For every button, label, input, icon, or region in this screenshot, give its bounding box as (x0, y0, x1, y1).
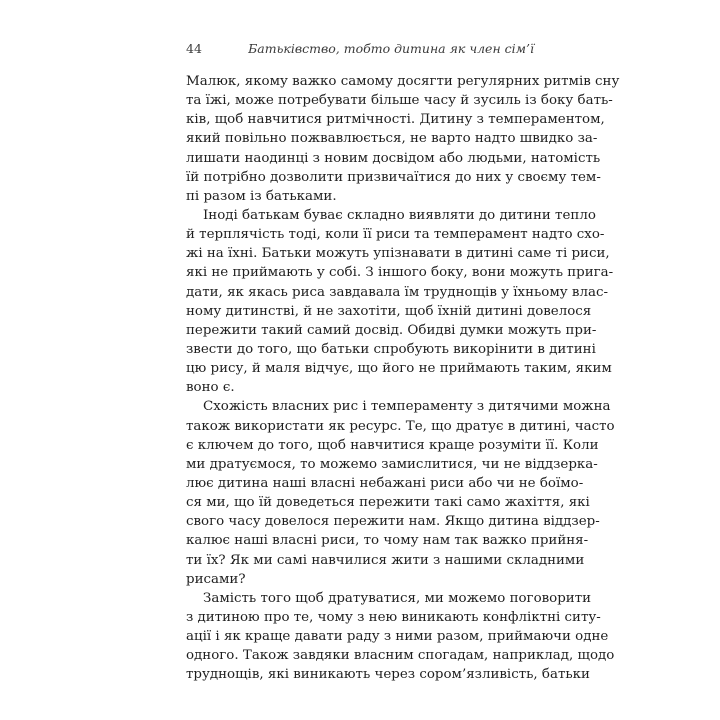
text-line: звести до того, що батьки спробують викорінити в дитині (186, 341, 596, 357)
text-line: який повільно пожвавлюється, не варто надто швидко за- (186, 131, 598, 147)
paragraph (186, 589, 615, 685)
text-line: калює наші власні риси, то чому нам так важко прийня- (186, 533, 589, 549)
running-head: Батьківство, тобто дитина як член сім’ї (248, 41, 534, 56)
text-line: Іноді батькам буває складно виявляти до дитини тепло (203, 207, 596, 223)
text-line: Схожість власних рис і темпераменту з дитячими можна (203, 399, 611, 415)
text-line: труднощів, які виникають через сором’язливість, батьки (186, 667, 590, 683)
text-line: жі на їхні. Батьки можуть упізнавати в дитині саме ті риси, (186, 246, 610, 262)
text-line: воно є. (186, 380, 235, 396)
text-line: ся ми, що їй доведеться пережити такі само жахіття, які (186, 495, 590, 511)
text-line: свого часу довелося пережити нам. Якщо дитина віддзер- (186, 514, 600, 530)
text-line: також використати як ресурс. Те, що дратує в дитині, часто (186, 418, 615, 434)
paragraph (186, 206, 614, 397)
text-line: й терплячість тоді, коли її риси та темперамент надто схо- (186, 227, 605, 243)
text-line: з дитиною про те, чому з нею виникають конфліктні ситу- (186, 609, 601, 625)
body-text (186, 72, 620, 685)
page-header (186, 41, 534, 63)
text-line: ному дитинстві, й не захотіти, щоб їхній дитині довелося (186, 303, 592, 319)
text-line: одного. Також завдяки власним спогадам, наприклад, щодо (186, 648, 615, 664)
paragraph (186, 397, 615, 588)
text-line: лює дитина наші власні небажані риси або чи не боїмо- (186, 475, 584, 491)
text-line: лишати наодинці з новим досвідом або людьми, натомість (186, 150, 601, 166)
text-line: Замість того щоб дратуватися, ми можемо поговорити (203, 590, 592, 606)
text-line: Малюк, якому важко самому досягти регулярних ритмів сну (186, 74, 620, 89)
text-line: ми дратуємося, то можемо замислитися, чи не віддзеркa- (186, 456, 598, 472)
text-line: цю рису, й маля відчує, що його не приймають таким, яким (186, 361, 612, 377)
text-line: є ключем до того, щоб навчитися краще розуміти її. Коли (186, 437, 599, 453)
text-line: ти їх? Як ми самі навчилися жити з нашими складними (186, 552, 585, 568)
text-line: пережити такий самий досвід. Обидві думки можуть при- (186, 322, 597, 338)
text-line: ації і як краще давати раду з ними разом, приймаючи одне (186, 629, 609, 645)
text-line: пі разом із батьками. (186, 188, 337, 204)
text-line: ків, щоб навчитися ритмічності. Дитину з темпераментом, (186, 112, 605, 128)
text-line: які не приймають у собі. З іншого боку, вони можуть пригa- (186, 265, 614, 281)
paragraph (186, 72, 620, 206)
text-line: дати, як якась риса завдавала їм труднощів у їхньому влас- (186, 284, 608, 300)
text-line: їй потрібно дозволити призвичаїтися до них у своєму тем- (186, 169, 601, 185)
text-line: рисами? (186, 571, 246, 587)
text-line: та їжі, може потребувати більше часу й зусиль із боку бать- (186, 93, 613, 109)
page-number: 44 (186, 41, 202, 56)
